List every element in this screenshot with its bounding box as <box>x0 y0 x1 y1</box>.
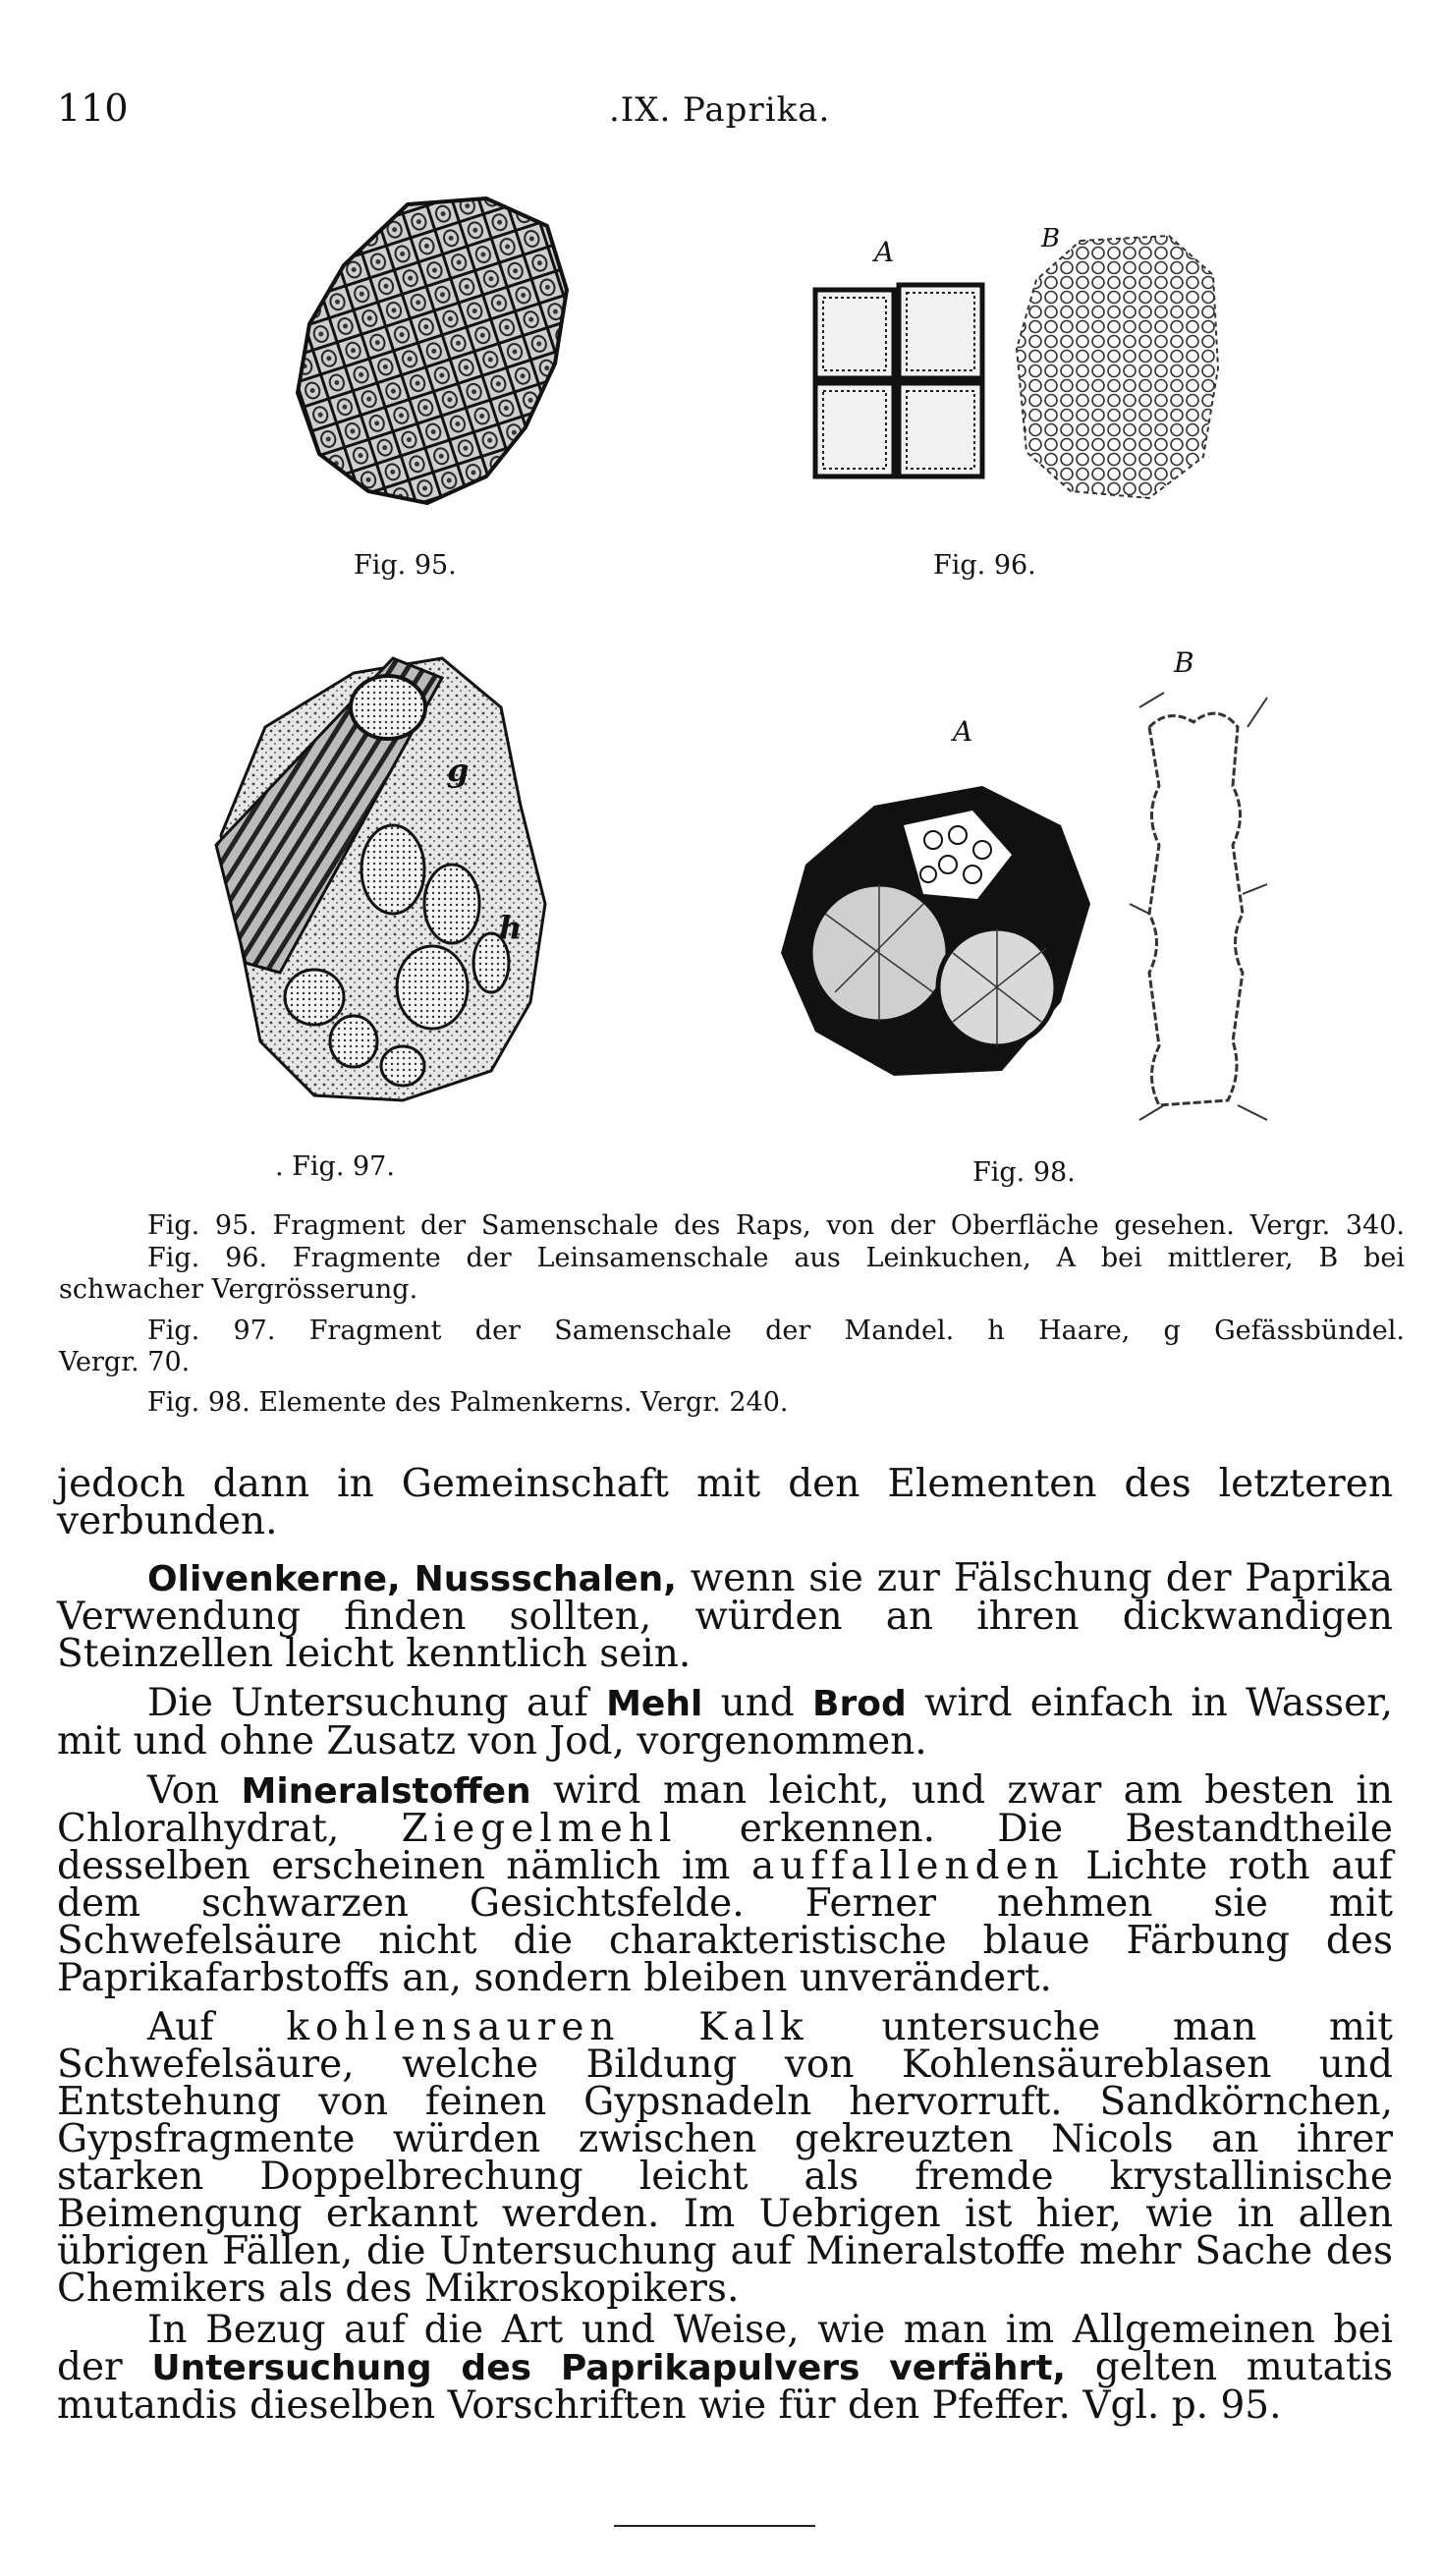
caption-fig97-line2: Vergr. 70. <box>59 1347 191 1377</box>
caption-fig96-line2: schwacher Vergrösserung. <box>59 1274 418 1305</box>
paragraph-1: jedoch dann in Gemeinschaft mit den Elementen des letzteren verbunden. <box>57 1462 1393 1543</box>
fig96b-illustration <box>1012 231 1223 506</box>
paragraph-6 <box>57 2308 1393 2428</box>
fig98a-illustration <box>766 766 1100 1091</box>
paragraph-3-text-b: und <box>702 1681 813 1725</box>
paragraph-5-text-a: Auf <box>147 2005 287 2049</box>
spaced-auffallenden: auffallenden <box>750 1844 1065 1888</box>
fig96-label: Fig. 96. <box>933 550 1036 581</box>
fig97-letter-h: h <box>499 909 523 946</box>
term-brod: Brod <box>812 1684 907 1724</box>
term-mehl: Mehl <box>606 1684 703 1724</box>
page-number: 110 <box>57 86 129 130</box>
caption-fig95: Fig. 95. Fragment der Samenschale des Raps, von der Oberfläche gesehen. Vergr. 340. <box>147 1210 1405 1241</box>
paragraph-3-text-a: Die Untersuchung auf <box>147 1681 607 1725</box>
caption-fig97-line1: Fig. 97. Fragment der Samenschale der Mandel. h Haare, g Gefässbündel. <box>147 1316 1405 1346</box>
paragraph-3-text-c: wird einfach in Wasser, mit und ohne Zusatz von Jod, vorgenommen. <box>57 1681 1393 1764</box>
fig98-label: Fig. 98. <box>972 1157 1076 1188</box>
paragraph-4-text-d: Lichte roth auf dem schwarzen Gesichtsfelde. Ferner nehmen sie mit Schwefelsäure nicht die charakteristische blaue Färbung des Paprikafarbstoffs an, sondern bleiben unverändert. <box>57 1844 1393 2000</box>
caption-fig98: Fig. 98. Elemente des Palmenkerns. Vergr. 240. <box>147 1387 789 1418</box>
end-rule <box>614 2525 815 2527</box>
caption-fig96-line1: Fig. 96. Fragmente der Leinsamenschale aus Leinkuchen, A bei mittlerer, B bei <box>147 1243 1405 1273</box>
paragraph-4 <box>57 1768 1393 2000</box>
body-text <box>57 1462 1393 2428</box>
paragraph-2 <box>57 1556 1393 1676</box>
fig97-illustration <box>206 648 560 1110</box>
fig98b-illustration <box>1120 688 1287 1130</box>
paragraph-5-text-b: untersuche man mit Schwefelsäure, welche Bildung von Kohlensäureblasen und Entstehung von feinen Gypsnadeln hervorruft. Sandkörnchen, Gypsfragmente würden zwischen gekreuzten Nicols an ihrer starken Doppelbrechung leicht als fremde krystallinische Beimengung erkannt werden. Im Uebrigen ist hier, wie in allen übrigen Fällen, die Untersuchung auf Mineralstoffe mehr Sache des Chemikers als des Mikroskopikers. <box>57 2005 1393 2311</box>
fig97-letter-g: g <box>447 752 470 789</box>
paragraph-4-text-c: erkennen. Die Bestandtheile desselben erscheinen nämlich im <box>57 1807 1393 1888</box>
fig95-illustration <box>290 196 575 511</box>
fig96-part-b-label: B <box>1041 224 1061 253</box>
paragraph-4-text-b: wird man leicht, und zwar am besten in Chloralhydrat, <box>57 1768 1393 1851</box>
spaced-kohlensauren-kalk: kohlensauren Kalk <box>286 2005 809 2049</box>
paragraph-4-text-a: Von <box>147 1768 242 1813</box>
paragraph-6-text-a: In Bezug auf die Art und Weise, wie man im Allgemeinen bei der <box>57 2308 1393 2389</box>
fig96-part-a-label: A <box>874 236 895 268</box>
paragraph-2-text: wenn sie zur Fälschung der Paprika Verwendung finden sollten, würden an ihren dickwandigen Steinzellen leicht kenntlich sein. <box>57 1556 1393 1676</box>
fig98-part-b-label: B <box>1174 646 1194 679</box>
fig96a-illustration <box>805 280 992 486</box>
paragraph-5 <box>57 2005 1393 2311</box>
paragraph-3 <box>57 1681 1393 1764</box>
running-title: .IX. Paprika. <box>609 90 831 130</box>
spaced-ziegelmehl: Ziegelmehl <box>401 1807 678 1851</box>
fig98-part-a-label: A <box>953 715 973 748</box>
term-untersuchung-paprikapulvers: Untersuchung des Paprikapulvers verfährt, <box>151 2348 1067 2388</box>
paragraph-6-text-b: gelten mutatis mutandis dieselben Vorschriften wie für den Pfeffer. Vgl. p. 95. <box>57 2345 1393 2428</box>
term-olivenkerne: Olivenkerne, Nussschalen, <box>147 1559 677 1599</box>
fig97-label: . Fig. 97. <box>275 1151 395 1182</box>
term-mineralstoffen: Mineralstoffen <box>241 1771 531 1812</box>
fig95-label: Fig. 95. <box>354 550 457 581</box>
